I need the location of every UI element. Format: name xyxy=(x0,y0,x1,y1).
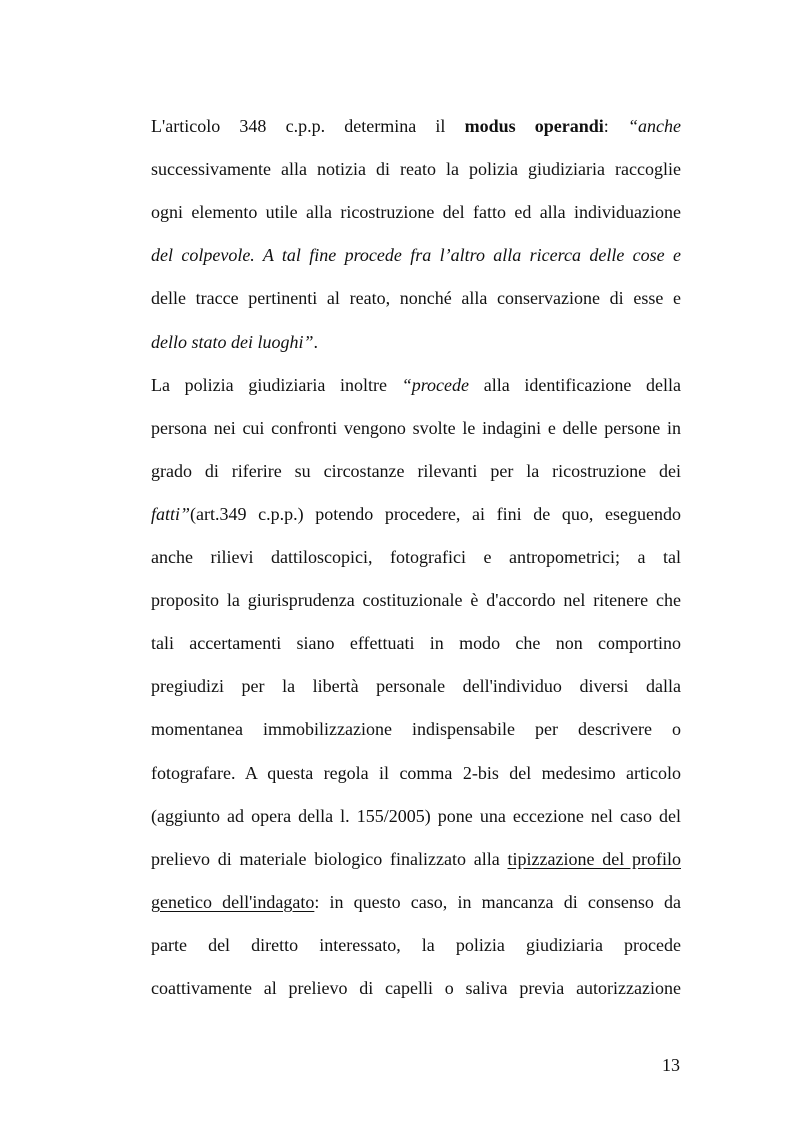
text-segment: fotografare. A questa regola il comma 2-bis del medesimo articolo xyxy=(151,762,681,783)
text-line xyxy=(151,285,681,311)
text-segment: : in questo caso, in mancanza di consenso da xyxy=(314,891,681,912)
text-line xyxy=(151,932,681,958)
text-segment: grado di riferire su circostanze rilevanti per la ricostruzione dei xyxy=(151,460,681,481)
text-segment: parte del diretto interessato, la polizia giudiziaria procede xyxy=(151,934,681,955)
text-line xyxy=(151,372,681,398)
text-line xyxy=(151,501,681,527)
text-segment: alla identificazione della xyxy=(469,374,681,395)
text-segment: . xyxy=(313,331,319,352)
text-segment: pregiudizi per la libertà personale dell'individuo diversi dalla xyxy=(151,676,681,697)
text-line xyxy=(151,113,681,139)
text-line xyxy=(151,846,681,872)
text-line xyxy=(151,242,681,268)
text-segment: La polizia giudiziaria inoltre xyxy=(151,374,402,395)
bold-text: modus operandi xyxy=(464,116,604,136)
text-line xyxy=(151,803,681,829)
text-segment: (aggiunto ad opera della l. 155/2005) pone una eccezione nel caso del xyxy=(151,805,681,826)
text-line xyxy=(151,458,681,484)
text-segment: L'articolo 348 c.p.p. determina il xyxy=(151,116,465,136)
italic-text: “anche xyxy=(627,116,681,136)
underlined-text: tipizzazione del profilo xyxy=(507,848,681,869)
underlined-text: genetico dell'indagato xyxy=(151,891,315,912)
text-segment: tali accertamenti siano effettuati in modo che non comportino xyxy=(151,633,681,654)
text-line xyxy=(151,630,681,656)
page-number: 13 xyxy=(662,1055,680,1075)
italic-text: fatti” xyxy=(151,503,191,524)
text-segment: prelievo di materiale biologico finalizzato alla xyxy=(151,848,508,869)
text-line xyxy=(151,975,681,1001)
text-line xyxy=(151,415,681,441)
text-line xyxy=(151,760,681,786)
italic-text: “procede xyxy=(401,374,470,395)
text-segment: ogni elemento utile alla ricostruzione del fatto ed alla individuazione xyxy=(151,202,681,223)
text-line xyxy=(151,156,681,182)
text-segment: : xyxy=(603,116,628,136)
text-segment: anche rilievi dattiloscopici, fotografici e antropometrici; a tal xyxy=(151,547,681,567)
text-segment: proposito la giurisprudenza costituzionale è d'accordo nel ritenere che xyxy=(151,590,681,611)
text-line xyxy=(151,673,681,699)
text-segment: coattivamente al prelievo di capelli o saliva previa autorizzazione xyxy=(151,978,681,998)
italic-text: dello stato dei luoghi” xyxy=(151,331,314,352)
text-segment: (art.349 c.p.p.) potendo procedere, ai fini de quo, eseguendo xyxy=(190,503,681,524)
text-line xyxy=(151,329,681,355)
text-segment: persona nei cui confronti vengono svolte le indagini e delle persone in xyxy=(151,417,681,438)
text-segment: successivamente alla notizia di reato la polizia giudiziaria raccoglie xyxy=(151,159,681,180)
text-segment: momentanea immobilizzazione indispensabile per descrivere o xyxy=(151,719,681,740)
text-line xyxy=(151,716,681,742)
text-line xyxy=(151,889,681,915)
text-segment: delle tracce pertinenti al reato, nonché alla conservazione di esse e xyxy=(151,288,681,309)
text-line xyxy=(151,544,681,570)
italic-text: del colpevole. A tal fine procede fra l’altro alla ricerca delle cose e xyxy=(151,245,681,266)
text-line xyxy=(151,199,681,225)
text-line xyxy=(151,587,681,613)
